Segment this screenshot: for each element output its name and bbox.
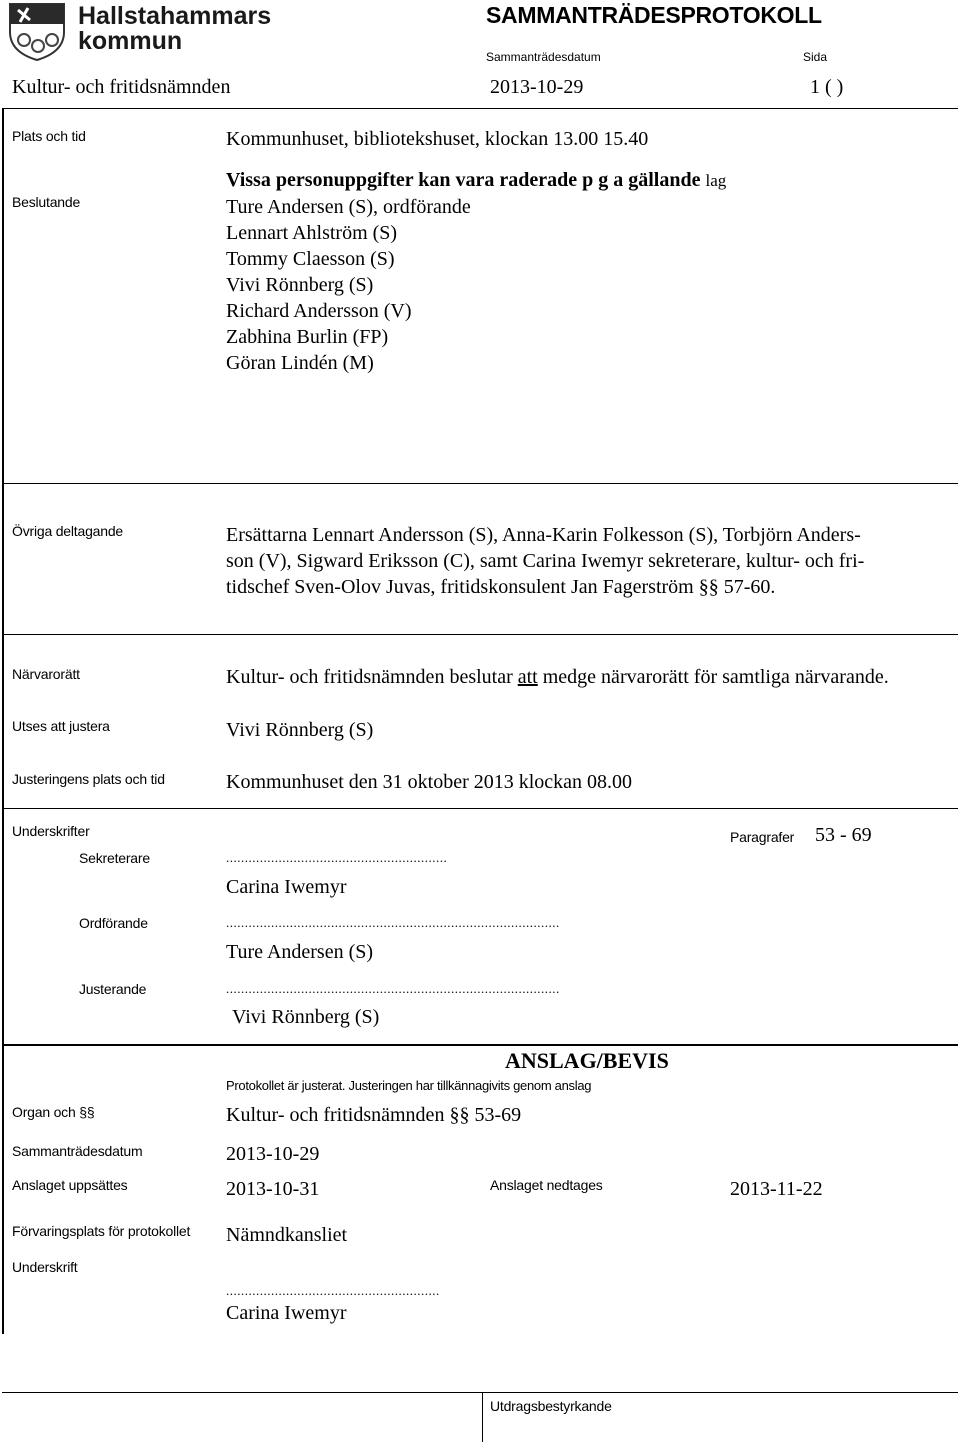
adjuster-signature-line: ......................................................................................... xyxy=(226,981,560,996)
privacy-note-tail: lag xyxy=(705,171,727,190)
presence-text-underlined: att xyxy=(517,666,538,688)
signature-label: Underskrift xyxy=(12,1259,78,1275)
notice-date-value: 2013-10-29 xyxy=(226,1143,320,1165)
committee-name: Kultur- och fritidsnämnden xyxy=(12,76,231,98)
posted-value: 2013-10-31 xyxy=(226,1178,320,1200)
adjuster-value: Vivi Rönnberg (S) xyxy=(226,719,374,741)
presence-right-label: Närvarorätt xyxy=(12,666,80,682)
decision-makers-label: Beslutande xyxy=(12,194,81,210)
member-item: Lennart Ahlström (S) xyxy=(226,222,398,244)
notice-signature-line: ......................................................... xyxy=(226,1283,440,1298)
organ-label: Organ och §§ xyxy=(12,1104,95,1120)
section-divider-1 xyxy=(2,483,958,484)
page-number: 1 ( ) xyxy=(810,76,844,98)
member-item: Richard Andersson (V) xyxy=(226,300,412,322)
member-item: Zabhina Burlin (FP) xyxy=(226,326,389,348)
storage-label: Förvaringsplats för protokollet xyxy=(12,1223,191,1239)
presence-right-value xyxy=(226,666,889,689)
other-participants-line: Ersättarna Lennart Andersson (S), Anna-Karin Folkesson (S), Torbjörn Anders- xyxy=(226,524,861,546)
posted-label: Anslaget uppsättes xyxy=(12,1177,128,1193)
logo-wordmark xyxy=(78,4,271,54)
presence-text-post: medge närvarorätt för samtliga närvarande. xyxy=(537,666,889,688)
coat-of-arms-icon xyxy=(6,2,68,62)
decision-makers-list xyxy=(226,167,726,376)
notice-signature-name: Carina Iwemyr xyxy=(226,1302,347,1324)
member-item: Vivi Rönnberg (S) xyxy=(226,274,374,296)
privacy-note xyxy=(226,167,726,194)
meeting-date: 2013-10-29 xyxy=(490,76,584,98)
secretary-signature-line: ........................................................... xyxy=(226,850,448,865)
adjuster-sign-name: Vivi Rönnberg (S) xyxy=(232,1006,380,1028)
certified-copy-label: Utdragsbestyrkande xyxy=(490,1398,612,1414)
date-column-label: Sammanträdesdatum xyxy=(486,50,601,64)
section-divider-3 xyxy=(2,808,958,809)
removed-value: 2013-11-22 xyxy=(730,1178,823,1200)
removed-label: Anslaget nedtages xyxy=(490,1177,603,1193)
signatures-label: Underskrifter xyxy=(12,823,90,839)
section-divider-2 xyxy=(2,634,958,635)
storage-value: Nämndkansliet xyxy=(226,1224,348,1246)
logo-line-1: Hallstahammars xyxy=(78,2,272,30)
paragraphs-label: Paragrafer xyxy=(730,829,795,845)
left-margin-line xyxy=(2,108,4,1334)
other-participants-text xyxy=(226,522,864,600)
member-item: Göran Lindén (M) xyxy=(226,352,374,374)
chair-signature-line: ......................................................................................... xyxy=(226,915,560,930)
adjust-place-value: Kommunhuset den 31 oktober 2013 klockan 08.00 xyxy=(226,771,633,793)
municipality-logo xyxy=(6,2,278,62)
header-divider xyxy=(2,108,958,109)
page-column-label: Sida xyxy=(803,50,828,64)
place-time-value: Kommunhuset, bibliotekshuset, klockan 13.00 15.40 xyxy=(226,128,649,150)
notice-title: ANSLAG/BEVIS xyxy=(505,1048,669,1073)
logo-line-2: kommun xyxy=(78,27,183,55)
other-participants-line: tidschef Sven-Olov Juvas, fritidskonsulent Jan Fagerström §§ 57-60. xyxy=(226,576,776,598)
adjuster-label: Utses att justera xyxy=(12,718,110,734)
footer-divider xyxy=(2,1392,958,1393)
chair-label: Ordförande xyxy=(79,915,148,931)
document-title: SAMMANTRÄDESPROTOKOLL xyxy=(486,2,822,28)
other-participants-line: son (V), Sigward Eriksson (C), samt Carina Iwemyr sekreterare, kultur- och fri- xyxy=(226,550,865,572)
secretary-name: Carina Iwemyr xyxy=(226,876,347,898)
notice-statement: Protokollet är justerat. Justeringen har tillkännagivits genom anslag xyxy=(226,1078,592,1093)
place-time-label: Plats och tid xyxy=(12,128,86,144)
presence-text-pre: Kultur- och fritidsnämnden beslutar xyxy=(226,666,518,688)
adjuster-sign-label: Justerande xyxy=(79,981,147,997)
member-item: Ture Andersen (S), ordförande xyxy=(226,196,471,218)
organ-value: Kultur- och fritidsnämnden §§ 53-69 xyxy=(226,1104,522,1126)
footer-separator xyxy=(482,1392,483,1442)
paragraphs-value: 53 - 69 xyxy=(815,824,872,846)
other-participants-label: Övriga deltagande xyxy=(12,523,124,539)
chair-name: Ture Andersen (S) xyxy=(226,941,374,963)
adjust-place-label: Justeringens plats och tid xyxy=(12,771,165,787)
notice-date-label: Sammanträdesdatum xyxy=(12,1143,143,1159)
privacy-note-bold: Vissa personuppgifter kan vara raderade p g a gällande xyxy=(226,169,701,191)
secretary-label: Sekreterare xyxy=(79,850,150,866)
notice-divider xyxy=(2,1044,958,1046)
member-item: Tommy Claesson (S) xyxy=(226,248,395,270)
